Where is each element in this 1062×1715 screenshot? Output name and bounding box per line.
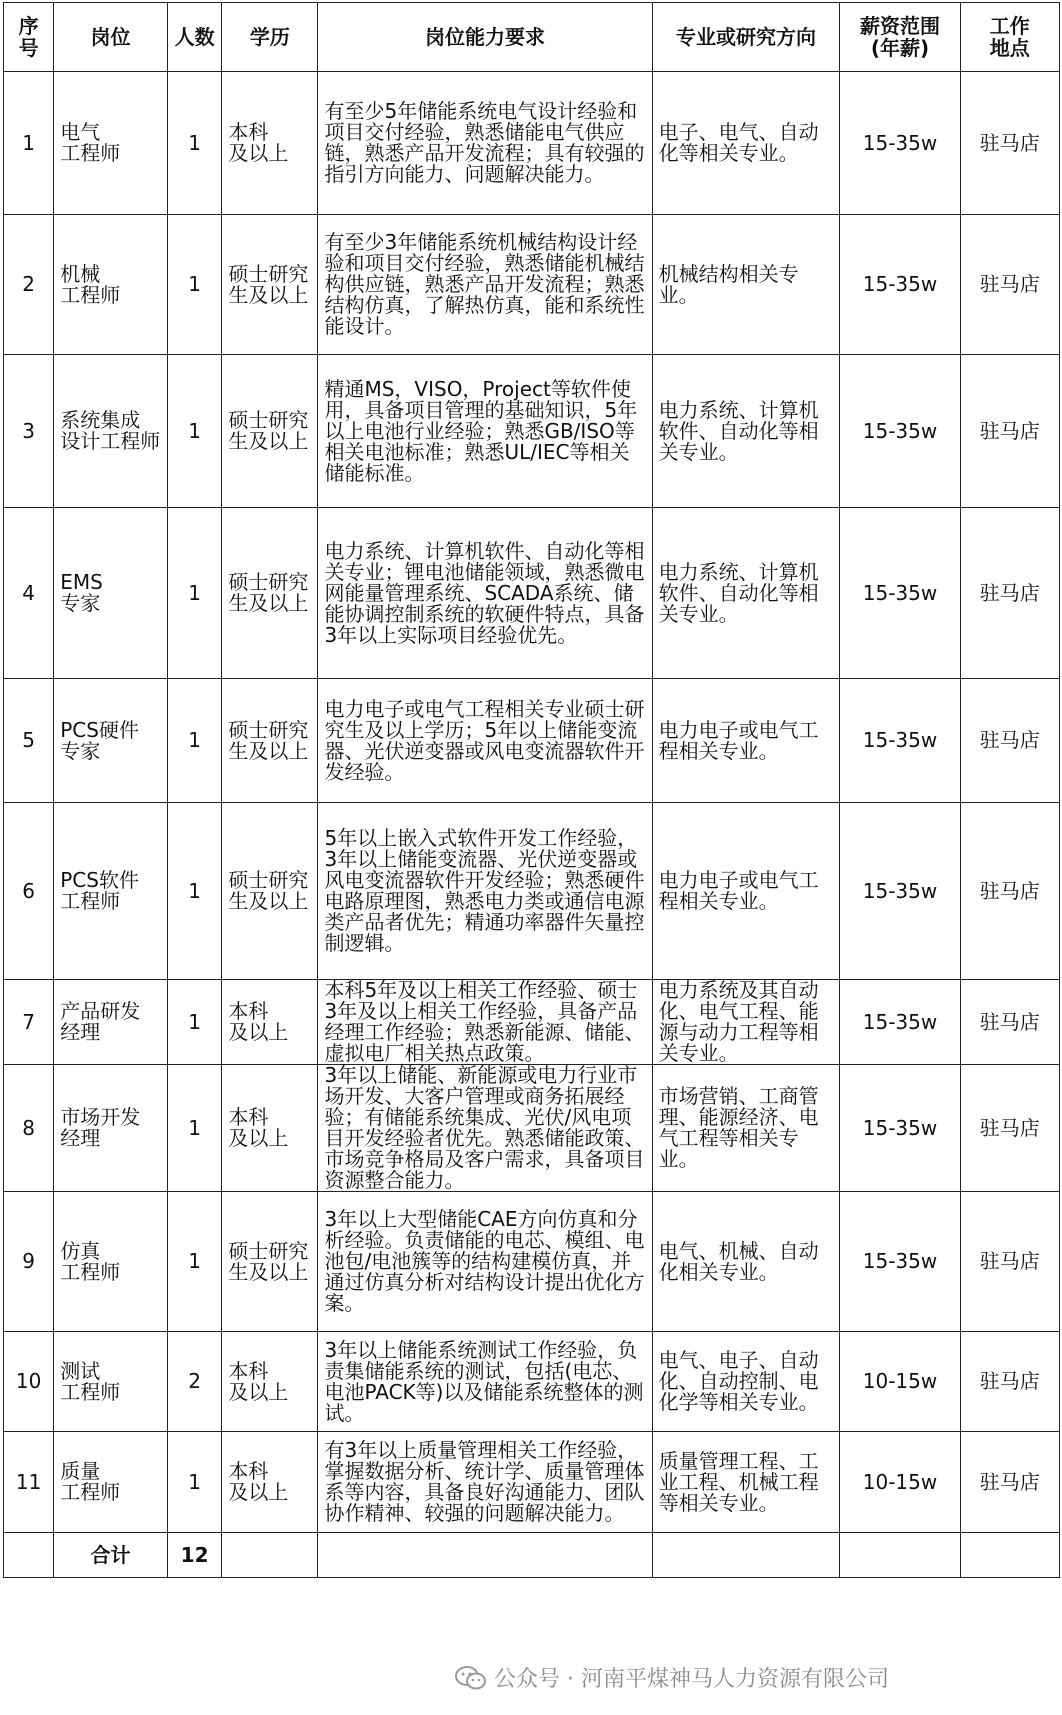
- wechat-icon: [454, 1665, 488, 1691]
- row-major: 电力系统、计算机软件、自动化等相关专业。: [652, 355, 840, 508]
- row-post-line2: 设计工程师: [60, 429, 161, 453]
- header-salary-line1: 薪资范围: [860, 14, 940, 38]
- row-count: 1: [167, 803, 222, 980]
- row-count: 1: [167, 679, 222, 803]
- row-count: 1: [167, 1192, 222, 1332]
- row-edu-line2: 及以上: [228, 1126, 289, 1150]
- row-no: 7: [4, 980, 54, 1065]
- row-place: 驻马店: [960, 508, 1059, 679]
- row-edu: [222, 679, 318, 803]
- row-salary: 15-35w: [840, 72, 960, 215]
- row-edu-line1: 本科: [228, 999, 269, 1023]
- row-edu-line1: 硕士研究: [228, 868, 309, 892]
- row-edu-line2: 及以上: [228, 1379, 289, 1404]
- row-edu: [222, 1065, 318, 1192]
- header-salary-line2: (年薪): [870, 36, 930, 60]
- row-edu-line2: 生及以上: [228, 889, 309, 913]
- row-salary: 15-35w: [840, 508, 960, 679]
- row-post-line1: 仿真: [60, 1238, 101, 1263]
- row-post-line2: 专家: [60, 591, 101, 615]
- row-major: 电力系统及其自动化、电气工程、能源与动力工程等相关专业。: [652, 980, 840, 1065]
- row-requirements: 3年以上储能、新能源或电力行业市场开发、大客户管理或商务拓展经验；有储能系统集成、光伏/风电项目开发经验者优先。熟悉储能政策、市场竞争格局及客户需求，具备项目资源整合能力。: [318, 1065, 652, 1192]
- row-post-line2: 经理: [60, 1020, 101, 1044]
- header-place: [960, 3, 1059, 72]
- row-no: 5: [4, 679, 54, 803]
- row-post-line2: 工程师: [60, 889, 121, 913]
- row-edu-line2: 及以上: [228, 1480, 289, 1504]
- total-row: [4, 1533, 1060, 1578]
- row-edu: [222, 215, 318, 355]
- row-major: 电子、电气、自动化等相关专业。: [652, 72, 840, 215]
- row-major: 市场营销、工商管理、能源经济、电气工程等相关专业。: [652, 1065, 840, 1192]
- row-post-line2: 工程师: [60, 1259, 121, 1284]
- row-post: [54, 679, 168, 803]
- row-major: 电气、机械、自动化相关专业。: [652, 1192, 840, 1332]
- row-edu-line1: 硕士研究: [228, 261, 309, 286]
- row-post-line1: EMS: [60, 570, 103, 594]
- row-requirements: 精通MS，VISO，Project等软件使用，具备项目管理的基础知识，5年以上电池行业经验；熟悉GB/ISO等相关电池标准；熟悉UL/IEC等相关储能标准。: [318, 355, 652, 508]
- row-edu-line2: 生及以上: [228, 1259, 309, 1284]
- row-requirements: 有3年以上质量管理相关工作经验，掌握数据分析、统计学、质量管理体系等内容，具备良好沟通能力、团队协作精神、较强的问题解决能力。: [318, 1432, 652, 1533]
- row-count: 1: [167, 980, 222, 1065]
- row-post-line2: 工程师: [60, 1480, 121, 1504]
- row-post: [54, 803, 168, 980]
- header-count: 人数: [167, 3, 222, 72]
- row-post: [54, 1332, 168, 1432]
- row-edu-line1: 本科: [228, 1105, 269, 1129]
- row-post: [54, 1192, 168, 1332]
- row-post-line1: PCS硬件: [60, 717, 139, 742]
- table-header-row: [4, 3, 1060, 72]
- row-edu-line2: 及以上: [228, 1020, 289, 1044]
- header-place-line1: 工作: [989, 14, 1030, 38]
- row-requirements: 3年以上储能系统测试工作经验，负责集储能系统的测试，包括(电芯、电池PACK等)以及储能系统整体的测试。: [318, 1332, 652, 1432]
- row-edu: [222, 72, 318, 215]
- row-post-line1: 机械: [60, 261, 101, 286]
- row-edu-line1: 硕士研究: [228, 408, 309, 432]
- row-post-line1: 质量: [60, 1459, 101, 1483]
- row-place: 驻马店: [960, 1192, 1059, 1332]
- row-post-line1: 产品研发: [60, 999, 141, 1023]
- row-requirements: 5年以上嵌入式软件开发工作经验，3年以上储能变流器、光伏逆变器或风电变流器软件开发经验；熟悉硬件电路原理图，熟悉电力类或通信电源类产品者优先；精通功率器件矢量控制逻辑。: [318, 803, 652, 980]
- row-post-line2: 工程师: [60, 141, 121, 165]
- table-row: [4, 980, 1060, 1065]
- row-post: [54, 508, 168, 679]
- row-place: 驻马店: [960, 679, 1059, 803]
- row-salary: 15-35w: [840, 355, 960, 508]
- row-requirements: 本科5年及以上相关工作经验、硕士3年及以上相关工作经验，具备产品经理工作经验；熟悉新能源、储能、虚拟电厂相关热点政策。: [318, 980, 652, 1065]
- row-major: 电力电子或电气工程相关专业。: [652, 803, 840, 980]
- row-count: 1: [167, 355, 222, 508]
- row-no: 3: [4, 355, 54, 508]
- row-place: 驻马店: [960, 1065, 1059, 1192]
- watermark-text: 公众号 · 河南平煤神马人力资源有限公司: [494, 1667, 889, 1692]
- row-no: 2: [4, 215, 54, 355]
- header-requirements: 岗位能力要求: [318, 3, 652, 72]
- row-requirements: 有至少3年储能系统机械结构设计经验和项目交付经验，熟悉储能机械结构供应链，熟悉产品开发流程；熟悉结构仿真，了解热仿真，能和系统性能设计。: [318, 215, 652, 355]
- row-no: 11: [4, 1432, 54, 1533]
- row-requirements: 3年以上大型储能CAE方向仿真和分析经验。负责储能的电芯、模组、电池包/电池簇等的结构建模仿真，并通过仿真分析对结构设计提出优化方案。: [318, 1192, 652, 1332]
- row-post: [54, 980, 168, 1065]
- row-salary: 10-15w: [840, 1432, 960, 1533]
- header-major: 专业或研究方向: [652, 3, 840, 72]
- row-edu-line2: 生及以上: [228, 429, 309, 453]
- row-edu: [222, 1192, 318, 1332]
- row-requirements: 有至少5年储能系统电气设计经验和项目交付经验，熟悉储能电气供应链，熟悉产品开发流程；具有较强的指引方向能力、问题解决能力。: [318, 72, 652, 215]
- row-edu-line1: 本科: [228, 1358, 269, 1383]
- total-count: 12: [167, 1533, 222, 1578]
- row-major: 电力电子或电气工程相关专业。: [652, 679, 840, 803]
- row-edu-line1: 硕士研究: [228, 1238, 309, 1263]
- table-row: [4, 803, 1060, 980]
- row-post: [54, 1065, 168, 1192]
- row-count: 1: [167, 1065, 222, 1192]
- row-post-line1: PCS软件: [60, 868, 139, 892]
- row-post: [54, 1432, 168, 1533]
- table-row: [4, 1432, 1060, 1533]
- row-post-line2: 专家: [60, 738, 101, 763]
- row-no: 10: [4, 1332, 54, 1432]
- row-post-line1: 市场开发: [60, 1105, 141, 1129]
- recruitment-table: [3, 2, 1060, 1578]
- row-salary: 10-15w: [840, 1332, 960, 1432]
- row-place: 驻马店: [960, 1432, 1059, 1533]
- row-edu: [222, 1332, 318, 1432]
- row-salary: 15-35w: [840, 1065, 960, 1192]
- row-place: 驻马店: [960, 72, 1059, 215]
- row-major: 电气、电子、自动化、自动控制、电化学等相关专业。: [652, 1332, 840, 1432]
- row-requirements: 电力系统、计算机软件、自动化等相关专业；锂电池储能领域，熟悉微电网能量管理系统、SCADA系统、储能协调控制系统的软硬件特点，具备3年以上实际项目经验优先。: [318, 508, 652, 679]
- row-edu: [222, 803, 318, 980]
- table-row: [4, 355, 1060, 508]
- row-count: 1: [167, 508, 222, 679]
- row-count: 1: [167, 215, 222, 355]
- table-row: [4, 1192, 1060, 1332]
- row-count: 1: [167, 1432, 222, 1533]
- row-place: 驻马店: [960, 980, 1059, 1065]
- row-edu-line1: 硕士研究: [228, 717, 309, 742]
- row-post-line2: 工程师: [60, 282, 121, 307]
- header-edu: 学历: [222, 3, 318, 72]
- table-row: [4, 508, 1060, 679]
- row-no: 1: [4, 72, 54, 215]
- row-edu-line1: 本科: [228, 1459, 269, 1483]
- row-post: [54, 355, 168, 508]
- row-count: 1: [167, 72, 222, 215]
- row-edu-line2: 生及以上: [228, 591, 309, 615]
- header-no: 序号: [4, 3, 54, 72]
- row-place: 驻马店: [960, 1332, 1059, 1432]
- row-edu-line2: 生及以上: [228, 282, 309, 307]
- row-edu-line2: 及以上: [228, 141, 289, 165]
- row-place: 驻马店: [960, 355, 1059, 508]
- row-post-line1: 电气: [60, 120, 101, 144]
- row-salary: 15-35w: [840, 1192, 960, 1332]
- row-salary: 15-35w: [840, 980, 960, 1065]
- row-major: 机械结构相关专业。: [652, 215, 840, 355]
- row-no: 4: [4, 508, 54, 679]
- row-major: 质量管理工程、工业工程、机械工程等相关专业。: [652, 1432, 840, 1533]
- row-place: 驻马店: [960, 803, 1059, 980]
- row-post-line2: 工程师: [60, 1379, 121, 1404]
- row-post-line1: 系统集成: [60, 408, 141, 432]
- row-no: 9: [4, 1192, 54, 1332]
- row-edu-line1: 硕士研究: [228, 570, 309, 594]
- table-row: [4, 1332, 1060, 1432]
- row-edu: [222, 1432, 318, 1533]
- row-post: [54, 215, 168, 355]
- row-salary: 15-35w: [840, 215, 960, 355]
- row-place: 驻马店: [960, 215, 1059, 355]
- row-no: 6: [4, 803, 54, 980]
- row-edu: [222, 355, 318, 508]
- row-edu-line2: 生及以上: [228, 738, 309, 763]
- row-edu-line1: 本科: [228, 120, 269, 144]
- watermark: [454, 1662, 889, 1693]
- header-salary: [840, 3, 960, 72]
- table-row: [4, 72, 1060, 215]
- row-edu: [222, 980, 318, 1065]
- row-salary: 15-35w: [840, 803, 960, 980]
- total-label: 合计: [54, 1533, 168, 1578]
- row-major: 电力系统、计算机软件、自动化等相关专业。: [652, 508, 840, 679]
- header-post: 岗位: [54, 3, 168, 72]
- row-no: 8: [4, 1065, 54, 1192]
- row-count: 2: [167, 1332, 222, 1432]
- row-post-line2: 经理: [60, 1126, 101, 1150]
- row-post-line1: 测试: [60, 1358, 101, 1383]
- table-row: [4, 1065, 1060, 1192]
- row-edu: [222, 508, 318, 679]
- row-post: [54, 72, 168, 215]
- row-salary: 15-35w: [840, 679, 960, 803]
- table-row: [4, 679, 1060, 803]
- header-place-line2: 地点: [989, 36, 1030, 60]
- row-requirements: 电力电子或电气工程相关专业硕士研究生及以上学历；5年以上储能变流器、光伏逆变器或风电变流器软件开发经验。: [318, 679, 652, 803]
- table-row: [4, 215, 1060, 355]
